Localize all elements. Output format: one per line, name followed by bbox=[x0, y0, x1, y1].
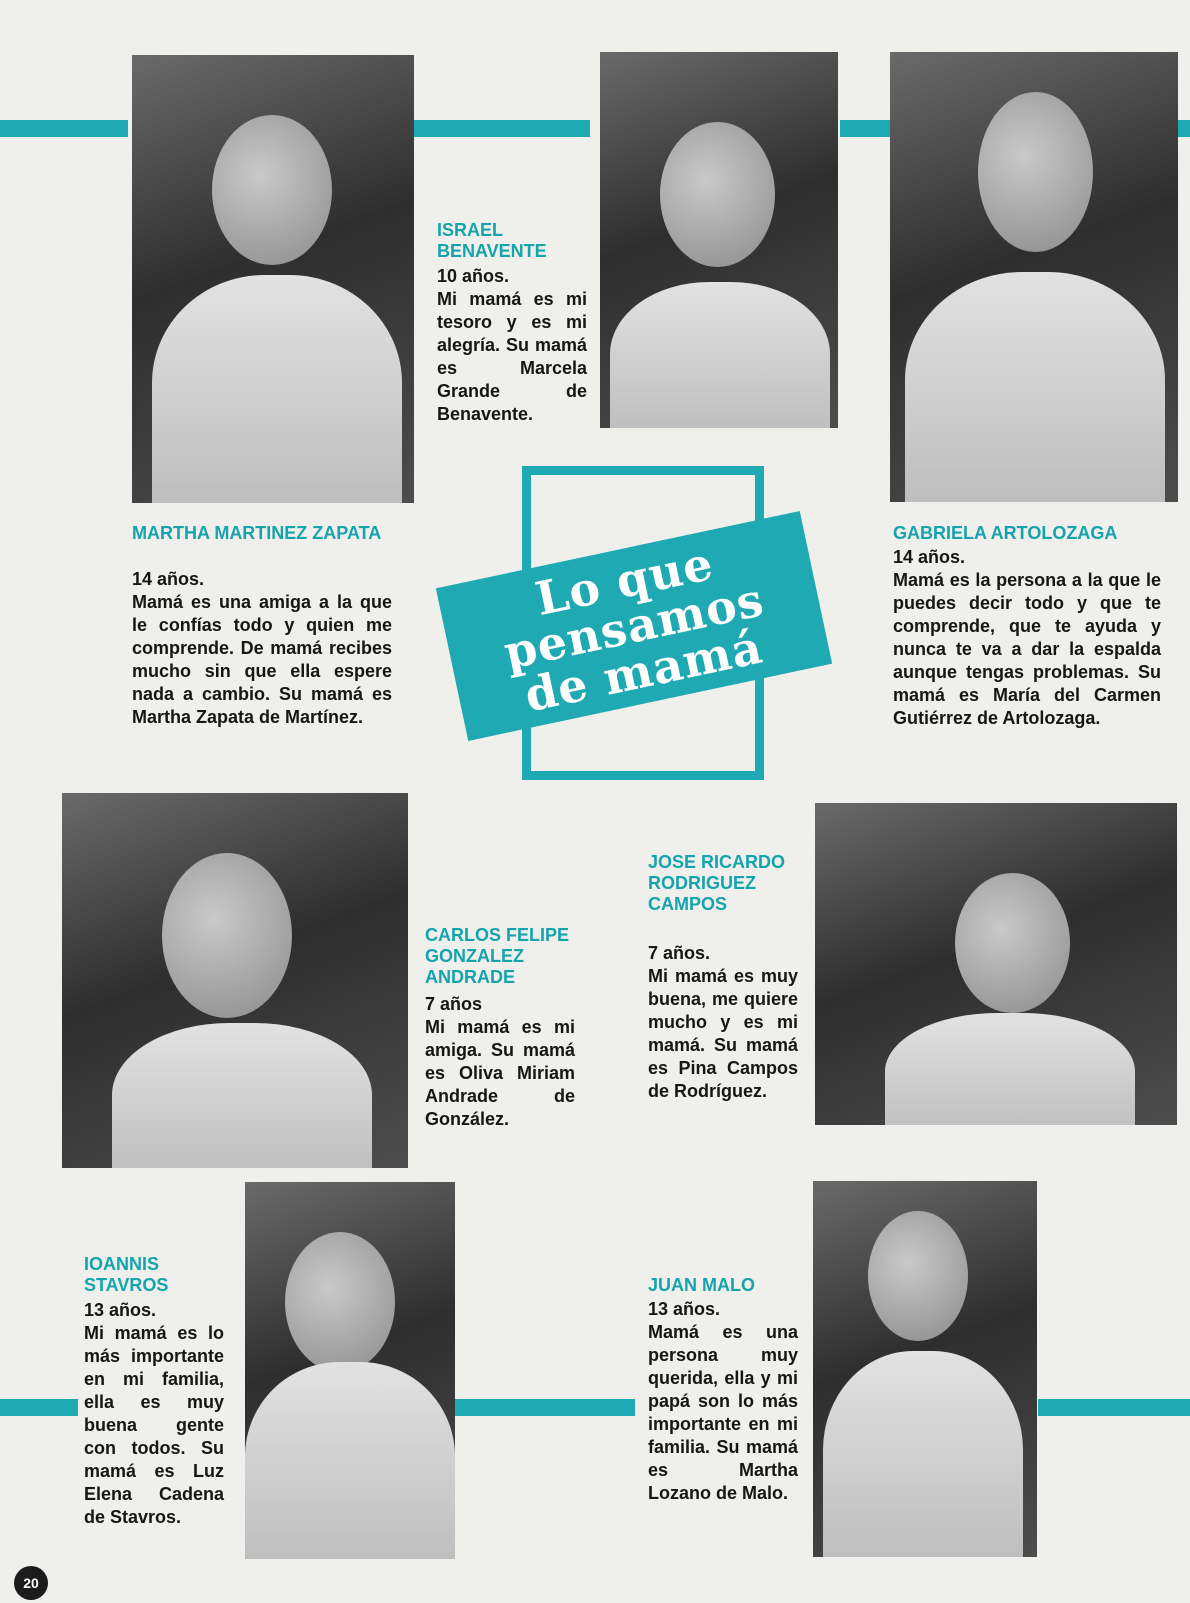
kid-caption bbox=[648, 942, 798, 1103]
accent-bar-top-right bbox=[840, 120, 890, 137]
page-number: 20 bbox=[14, 1566, 48, 1600]
kid-age: 7 años. bbox=[648, 943, 711, 963]
kid-name: JOSE RICARDO RODRIGUEZ CAMPOS bbox=[648, 852, 786, 914]
accent-bar-bottom-left bbox=[0, 1399, 78, 1416]
kid-name: JUAN MALO bbox=[648, 1275, 755, 1295]
kid-caption bbox=[893, 546, 1161, 730]
photo-carlos-gonzalez bbox=[62, 793, 408, 1168]
kid-age: 13 años. bbox=[84, 1300, 157, 1320]
photo-jose-rodriguez bbox=[815, 803, 1177, 1125]
kid-age: 13 años. bbox=[648, 1299, 721, 1319]
kid-age: 7 años bbox=[425, 994, 483, 1014]
kid-quote: Mi mamá es lo más importante en mi familia, ella es muy buena gente con todos. Su mamá es Luz Elena Cadena de Stavros. bbox=[84, 1323, 224, 1527]
kid-caption bbox=[648, 1298, 798, 1505]
kid-name: GABRIELA ARTOLOZAGA bbox=[893, 523, 1118, 543]
accent-bar-bottom-center bbox=[455, 1399, 635, 1416]
kid-caption bbox=[437, 265, 587, 426]
kid-age: 14 años. bbox=[132, 569, 205, 589]
photo-juan-malo bbox=[813, 1181, 1037, 1557]
kid-name: ISRAEL BENAVENTE bbox=[437, 220, 547, 261]
kid-caption bbox=[425, 993, 575, 1131]
kid-quote: Mi mamá es muy buena, me quiere mucho y es mi mamá. Su mamá es Pina Campos de Rodríguez. bbox=[648, 966, 798, 1101]
kid-name: IOANNIS STAVROS bbox=[84, 1254, 169, 1295]
kid-name: CARLOS FELIPE GONZALEZ ANDRADE bbox=[425, 925, 570, 987]
accent-bar-top-left bbox=[0, 120, 128, 137]
kid-age: 14 años. bbox=[893, 547, 966, 567]
kid-quote: Mamá es una amiga a la que le confías todo y quien me comprende. De mamá recibes mucho sin que ella espere nada a cambio. Su mamá es Martha Zapata de Martínez. bbox=[132, 592, 392, 727]
kid-quote: Mi mamá es mi tesoro y es mi alegría. Su mamá es Marcela Grande de Benavente. bbox=[437, 289, 587, 424]
accent-bar-bottom-right bbox=[1038, 1399, 1190, 1416]
kid-quote: Mi mamá es mi amiga. Su mamá es Oliva Miriam Andrade de González. bbox=[425, 1017, 575, 1129]
accent-bar-top-center bbox=[410, 120, 590, 137]
photo-gabriela-artolozaga bbox=[890, 52, 1178, 502]
photo-israel-benavente bbox=[600, 52, 838, 428]
kid-name: MARTHA MARTINEZ ZAPATA bbox=[132, 523, 382, 543]
kid-caption bbox=[84, 1299, 224, 1529]
kid-age: 10 años. bbox=[437, 266, 510, 286]
kid-quote: Mamá es una persona muy querida, ella y mi papá son lo más importante en mi familia. Su mamá es Martha Lozano de Malo. bbox=[648, 1322, 798, 1503]
kid-quote: Mamá es la persona a la que le puedes decir todo y que te comprende, que te ayuda y nunca te va a dar la espalda aunque tengas problemas. Su mamá es María del Carmen Gutiérrez de Artolozaga. bbox=[893, 570, 1161, 728]
page-title: Lo que pensamos de mamá bbox=[499, 535, 769, 723]
kid-caption bbox=[132, 568, 392, 729]
photo-martha-martinez bbox=[132, 55, 414, 503]
photo-ioannis-stavros bbox=[245, 1182, 455, 1559]
